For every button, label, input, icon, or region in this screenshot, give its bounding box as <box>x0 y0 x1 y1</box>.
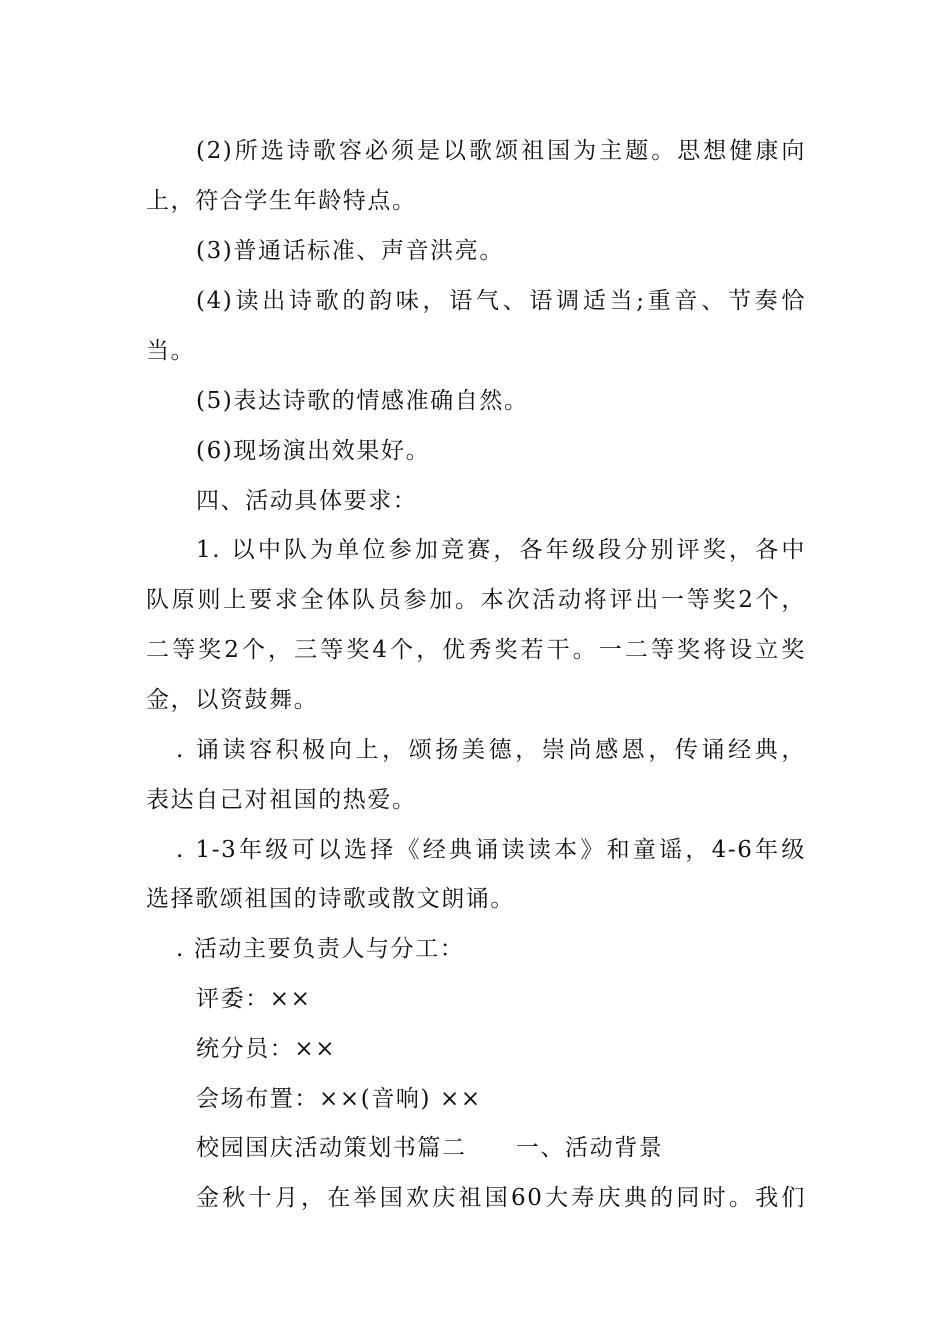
section-title-line: 校园国庆活动策划书篇二 一、活动背景 <box>196 1135 664 1161</box>
section-heading: 四、活动具体要求： <box>196 488 418 514</box>
paragraph-line: 二等奖2个，三等奖4个，优秀奖若干。一二等奖将设立奖 <box>146 637 806 663</box>
paragraph-line: 队原则上要求全体队员参加。本次活动将评出一等奖2个， <box>146 587 806 613</box>
paragraph-line: 选择歌颂祖国的诗歌或散文朗诵。 <box>146 886 515 912</box>
paragraph-line: 当。 <box>146 338 196 364</box>
paragraph-line: (5)表达诗歌的情感准确自然。 <box>196 388 529 414</box>
paragraph-line: . 活动主要负责人与分工： <box>176 936 465 962</box>
paragraph-line: (4)读出诗歌的韵味，语气、语调适当;重音、节奏恰 <box>196 288 806 314</box>
paragraph-line: 评委：×× <box>196 986 312 1012</box>
paragraph-line: . 1-3年级可以选择《经典诵读读本》和童谣，4-6年级 <box>176 837 806 863</box>
paragraph-line: 金，以资鼓舞。 <box>146 687 319 713</box>
paragraph-line: (6)现场演出效果好。 <box>196 438 431 464</box>
paragraph-line: 会场布置：××(音响) ×× <box>196 1086 482 1112</box>
paragraph-line: 表达自己对祖国的热爱。 <box>146 787 417 813</box>
paragraph-line: 统分员：×× <box>196 1036 337 1062</box>
paragraph-line: . 诵读容积极向上，颂扬美德，崇尚感恩，传诵经典， <box>176 737 806 763</box>
paragraph-line: (2)所选诗歌容必须是以歌颂祖国为主题。思想健康向 <box>196 138 806 164</box>
paragraph-line: 金秋十月，在举国欢庆祖国60大寿庆典的同时。我们 <box>196 1185 806 1211</box>
paragraph-line: (3)普通话标准、声音洪亮。 <box>196 238 504 264</box>
paragraph-line: 上，符合学生年龄特点。 <box>146 188 417 214</box>
paragraph-line: 1. 以中队为单位参加竞赛，各年级段分别评奖，各中 <box>196 537 806 563</box>
